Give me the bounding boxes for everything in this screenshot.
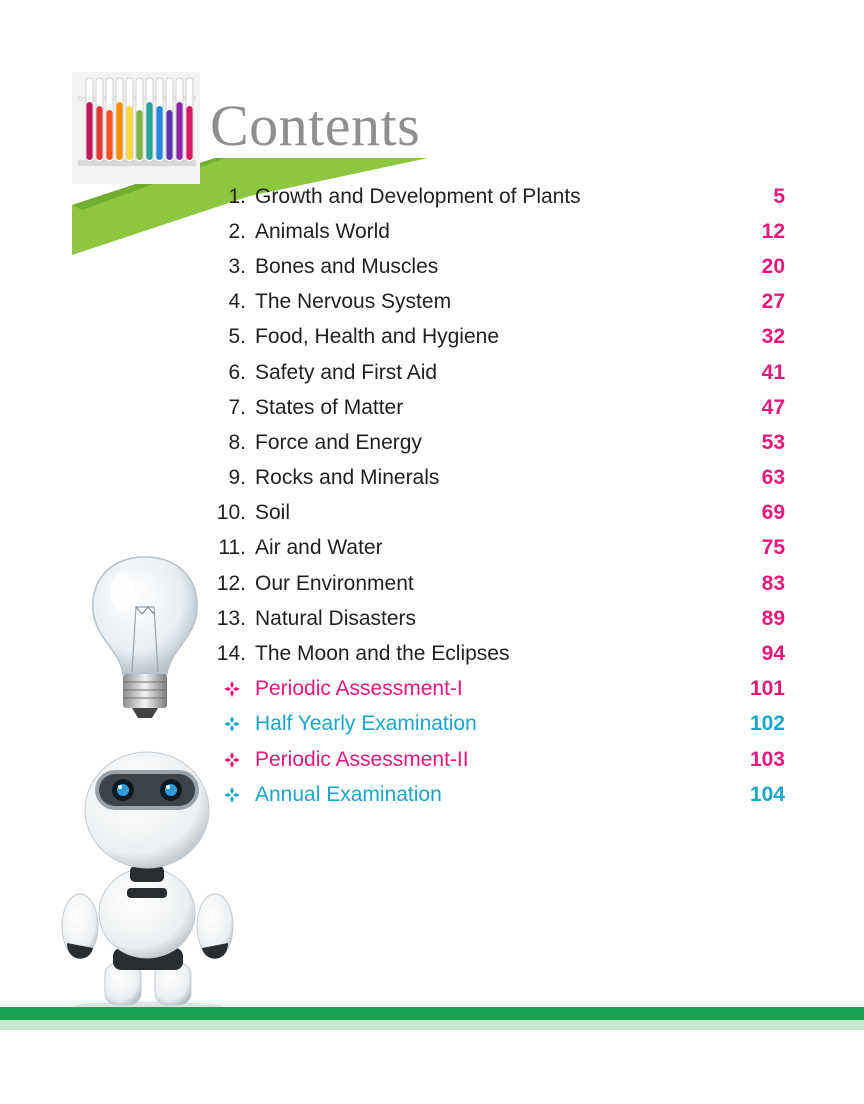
chapter-title: Force and Energy bbox=[255, 430, 422, 454]
chapter-title: Bones and Muscles bbox=[255, 254, 439, 278]
chapter-number: 9. bbox=[228, 466, 246, 490]
chapter-page: 63 bbox=[761, 466, 785, 490]
chapter-title: States of Matter bbox=[255, 395, 404, 419]
assessment-title: Half Yearly Examination bbox=[255, 712, 477, 736]
chapter-page: 47 bbox=[761, 395, 785, 419]
toc-chapter-row bbox=[210, 355, 785, 390]
test-tube-liquid bbox=[87, 102, 93, 160]
chapter-number: 1. bbox=[228, 184, 246, 208]
chapter-number: 11. bbox=[218, 536, 246, 560]
chapter-page: 41 bbox=[761, 360, 785, 384]
test-tube-liquid bbox=[107, 110, 113, 160]
toc-chapter-row bbox=[210, 601, 785, 636]
toc-chapter-row bbox=[210, 566, 785, 601]
chapter-number: 13. bbox=[216, 606, 246, 630]
toc-assessment-row bbox=[210, 777, 785, 812]
assessment-title: Periodic Assessment-II bbox=[255, 747, 469, 771]
chapter-page: 94 bbox=[761, 642, 785, 666]
toc-chapter-row bbox=[210, 179, 785, 214]
toc-chapter-row bbox=[210, 636, 785, 671]
chapter-title: The Moon and the Eclipses bbox=[255, 642, 510, 666]
chapter-page: 20 bbox=[761, 254, 785, 278]
chapter-number: 10. bbox=[216, 501, 246, 525]
chapter-page: 83 bbox=[761, 571, 785, 595]
chapter-title: Safety and First Aid bbox=[255, 360, 438, 384]
chapter-title: The Nervous System bbox=[255, 290, 452, 314]
toc-chapter-row bbox=[210, 285, 785, 320]
chapter-page: 75 bbox=[761, 536, 785, 560]
toc-chapter-row bbox=[210, 390, 785, 425]
chapter-page: 12 bbox=[761, 219, 785, 243]
toc-chapter-row bbox=[210, 531, 785, 566]
chapter-page: 27 bbox=[761, 290, 785, 314]
chapter-number: 7. bbox=[228, 395, 246, 419]
chapter-title: Our Environment bbox=[255, 571, 414, 595]
light-bulb-icon bbox=[80, 552, 210, 722]
chapter-title: Animals World bbox=[255, 219, 390, 243]
four-diamond-bullet-icon bbox=[210, 716, 255, 732]
toc-chapter-row bbox=[210, 320, 785, 355]
page-title: Contents bbox=[210, 93, 421, 158]
test-tube-liquid bbox=[167, 110, 173, 160]
toc-assessment-row bbox=[210, 742, 785, 777]
chapter-number: 14. bbox=[216, 642, 246, 666]
chapter-number: 6. bbox=[228, 360, 246, 384]
chapter-number: 12. bbox=[216, 571, 246, 595]
test-tube-liquid bbox=[157, 106, 163, 160]
robot-icon bbox=[55, 748, 240, 1010]
toc-assessment-row bbox=[210, 707, 785, 742]
assessment-list bbox=[210, 672, 785, 813]
chapter-title: Growth and Development of Plants bbox=[255, 184, 581, 208]
footer-band-light bbox=[0, 1020, 864, 1030]
test-tube-liquid bbox=[117, 102, 123, 160]
chapter-number: 4. bbox=[228, 290, 246, 314]
test-tubes-icon bbox=[72, 72, 200, 184]
chapter-title: Natural Disasters bbox=[255, 606, 417, 630]
toc-chapter-row bbox=[210, 214, 785, 249]
toc-chapter-row bbox=[210, 496, 785, 531]
test-tube-liquid bbox=[127, 106, 133, 160]
chapter-page: 53 bbox=[761, 430, 785, 454]
chapter-title: Food, Health and Hygiene bbox=[255, 325, 499, 349]
test-tube-liquid bbox=[177, 102, 183, 160]
toc-assessment-row bbox=[210, 672, 785, 707]
chapter-number: 2. bbox=[228, 219, 246, 243]
assessment-page: 103 bbox=[749, 747, 785, 771]
chapter-title: Rocks and Minerals bbox=[255, 466, 440, 490]
test-tube-liquid bbox=[187, 106, 193, 160]
chapter-page: 69 bbox=[761, 501, 785, 525]
assessment-page: 101 bbox=[749, 677, 785, 701]
test-tube-liquid bbox=[137, 110, 143, 160]
four-diamond-bullet-icon bbox=[210, 681, 255, 697]
chapter-number: 8. bbox=[228, 430, 246, 454]
chapter-list bbox=[210, 179, 785, 672]
chapter-number: 5. bbox=[228, 325, 246, 349]
assessment-title: Periodic Assessment-I bbox=[255, 677, 463, 701]
chapter-page: 89 bbox=[761, 606, 785, 630]
assessment-page: 102 bbox=[749, 712, 785, 736]
assessment-page: 104 bbox=[749, 782, 785, 806]
footer-band bbox=[0, 1007, 864, 1020]
chapter-page: 32 bbox=[761, 325, 785, 349]
chapter-title: Air and Water bbox=[255, 536, 383, 560]
toc-chapter-row bbox=[210, 461, 785, 496]
toc-chapter-row bbox=[210, 249, 785, 284]
chapter-title: Soil bbox=[255, 501, 291, 525]
assessment-title: Annual Examination bbox=[255, 782, 442, 806]
test-tube-liquid bbox=[97, 106, 103, 160]
test-tube-liquid bbox=[147, 102, 153, 160]
table-of-contents bbox=[210, 179, 785, 812]
chapter-number: 3. bbox=[228, 254, 246, 278]
chapter-page: 5 bbox=[773, 184, 785, 208]
toc-chapter-row bbox=[210, 425, 785, 460]
